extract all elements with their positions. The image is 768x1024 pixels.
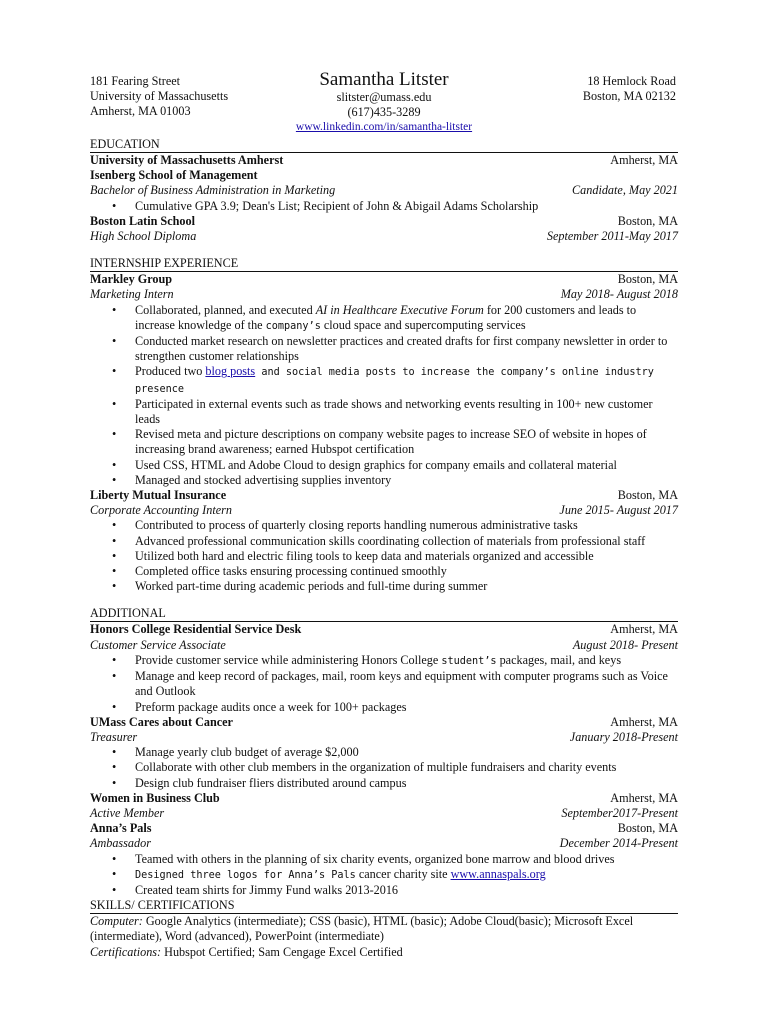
- bullet-item: • Collaborate with other club members in the organization of multiple fundraisers and charity events: [90, 760, 678, 775]
- school-name: University of Massachusetts Amherst: [90, 153, 284, 167]
- bullet-item: • Conducted market research on newsletter practices and created drafts for first company newsletter in order to strengthen customer relationships: [90, 334, 678, 364]
- bullet-item: • Used CSS, HTML and Adobe Cloud to design graphics for company emails and collateral material: [90, 458, 678, 473]
- bullet-item: • Completed office tasks ensuring processing continued smoothly: [90, 564, 678, 579]
- annaspals-link[interactable]: www.annaspals.org: [450, 866, 546, 881]
- bullet-item: • Revised meta and picture descriptions on company website pages to increase SEO of website in hopes of increasing brand awareness; earned Hubspot certification: [90, 427, 678, 457]
- organization-name: UMass Cares about Cancer: [90, 714, 233, 729]
- bullet-item: • Collaborated, planned, and executed AI in Healthcare Executive Forum for 200 customers and leads to increase knowledge of the company’s cloud space and supercomputing services: [90, 303, 678, 334]
- entry-location: Boston, MA: [617, 821, 678, 836]
- blog-posts-link[interactable]: blog posts: [205, 364, 256, 379]
- bullet-item: • Produced two blog posts and social media posts to increase the company’s online industry presence: [90, 364, 678, 396]
- entry-location: Amherst, MA: [610, 622, 678, 637]
- bullet-item: • Manage and keep record of packages, mail, room keys and equipment with computer programs such as Voice and Outlook: [90, 669, 678, 699]
- bullet-item: • Utilized both hard and electric filing tools to keep data and materials organized and accessible: [90, 549, 678, 564]
- entry-subheader: [90, 836, 678, 851]
- organization-name: Women in Business Club: [90, 790, 220, 805]
- entry-header: [90, 488, 678, 503]
- entry-subheader: [90, 183, 678, 198]
- role-title: Ambassador: [90, 836, 151, 851]
- entry-location: Amherst, MA: [610, 153, 678, 167]
- degree: High School Diploma: [90, 229, 197, 244]
- resume-header: [0, 70, 768, 138]
- email: slitster@umass.edu: [336, 90, 432, 104]
- organization-name: Honors College Residential Service Desk: [90, 622, 302, 637]
- bullet-item: • Created team shirts for Jimmy Fund walks 2013-2016: [90, 883, 678, 898]
- section-title-additional: ADDITIONAL: [90, 606, 678, 622]
- entry-subheader: [90, 638, 678, 653]
- bullet-item: • Manage yearly club budget of average $2,000: [90, 745, 678, 760]
- candidate-name: Samantha Litster: [319, 69, 449, 90]
- role-title: Treasurer: [90, 729, 138, 744]
- entry-subheader: [90, 806, 678, 821]
- role-title: Corporate Accounting Intern: [90, 503, 232, 518]
- entry-subheader: [90, 229, 678, 244]
- entry-location: Boston, MA: [617, 488, 678, 503]
- phone: (617)435-3289: [347, 105, 421, 120]
- section-title-skills: SKILLS/ CERTIFICATIONS: [90, 898, 678, 914]
- resume-body: [90, 137, 678, 960]
- address-line: 18 Hemlock Road: [587, 74, 676, 88]
- bullet-list: [90, 518, 678, 594]
- entry-date: September2017-Present: [561, 805, 678, 820]
- school-name: Boston Latin School: [90, 213, 195, 228]
- home-address: [583, 74, 676, 104]
- bullet-item: • Designed three logos for Anna’s Pals cancer charity site www.annaspals.org: [90, 867, 678, 883]
- bullet-list: [90, 303, 678, 488]
- bullet-list: [90, 745, 678, 791]
- entry-date: June 2015- August 2017: [559, 503, 678, 518]
- bullet-list: [90, 852, 678, 899]
- bullet-item: • Contributed to process of quarterly closing reports handling numerous administrative tasks: [90, 518, 678, 533]
- role-title: Customer Service Associate: [90, 637, 226, 652]
- entry-location: Amherst, MA: [610, 790, 678, 805]
- bullet-item: • Managed and stocked advertising supplies inventory: [90, 473, 678, 488]
- role-title: Active Member: [90, 805, 165, 820]
- bullet-item: • Worked part-time during academic periods and full-time during summer: [90, 579, 678, 594]
- entry-subheader: [90, 503, 678, 518]
- entry-date: May 2018- August 2018: [560, 287, 678, 302]
- organization-name: Anna’s Pals: [90, 821, 152, 836]
- degree: Bachelor of Business Administration in Marketing: [90, 183, 336, 198]
- entry-header: [90, 791, 678, 806]
- organization-name: Liberty Mutual Insurance: [90, 488, 227, 503]
- address-line: University of Massachusetts: [90, 89, 229, 104]
- skills-computer: Computer: Google Analytics (intermediate); CSS (basic), HTML (basic); Adobe Cloud(basic); Microsoft Excel (intermediate), Word (advanced), PowerPoint (intermediate): [90, 914, 634, 944]
- entry-header: [90, 715, 678, 730]
- entry-header: [90, 821, 678, 836]
- bullet-list: [90, 653, 678, 715]
- address-line: 181 Fearing Street: [90, 74, 181, 88]
- bullet-item: • Cumulative GPA 3.9; Dean's List; Recipient of John & Abigail Adams Scholarship: [90, 199, 678, 214]
- entry-date: Candidate, May 2021: [572, 183, 678, 198]
- entry-date: January 2018-Present: [569, 729, 678, 744]
- entry-location: Amherst, MA: [610, 714, 678, 729]
- entry-subheader: [90, 730, 678, 745]
- entry-subheader: [90, 287, 678, 302]
- linkedin-link[interactable]: www.linkedin.com/in/samantha-litster: [295, 121, 473, 134]
- entry-header: [90, 214, 678, 229]
- bullet-item: • Preform package audits once a week for 100+ packages: [90, 700, 678, 715]
- organization-name: Markley Group: [90, 272, 173, 287]
- bullet-item: • Provide customer service while administering Honors College student’s packages, mail, and keys: [90, 653, 678, 669]
- entry-location: Boston, MA: [617, 272, 678, 287]
- bullet-item: • Advanced professional communication skills coordinating collection of materials from professional staff: [90, 534, 678, 549]
- skills-certifications: Certifications: Hubspot Certified; Sam Cengage Excel Certified: [90, 944, 403, 959]
- address-line: Amherst, MA 01003: [90, 104, 191, 119]
- section-title-education: EDUCATION: [90, 137, 678, 153]
- section-title-internship: INTERNSHIP EXPERIENCE: [90, 256, 678, 272]
- entry-date: August 2018- Present: [572, 637, 678, 652]
- address-line: Boston, MA 02132: [582, 89, 676, 104]
- entry-header: [90, 272, 678, 287]
- entry-date: September 2011-May 2017: [546, 229, 678, 244]
- entry-location: Boston, MA: [617, 213, 678, 228]
- bullet-list: [90, 199, 678, 214]
- entry-header: [90, 622, 678, 637]
- bullet-item: • Design club fundraiser fliers distributed around campus: [90, 776, 678, 791]
- entry-date: December 2014-Present: [559, 836, 678, 851]
- role-title: Marketing Intern: [90, 287, 174, 302]
- bullet-item: • Teamed with others in the planning of six charity events, organized bone marrow and blood drives: [90, 852, 678, 867]
- bullet-item: • Participated in external events such as trade shows and networking events resulting in 100+ new customer leads: [90, 397, 678, 427]
- entry-header: [90, 153, 678, 168]
- college-name: Isenberg School of Management: [90, 168, 258, 183]
